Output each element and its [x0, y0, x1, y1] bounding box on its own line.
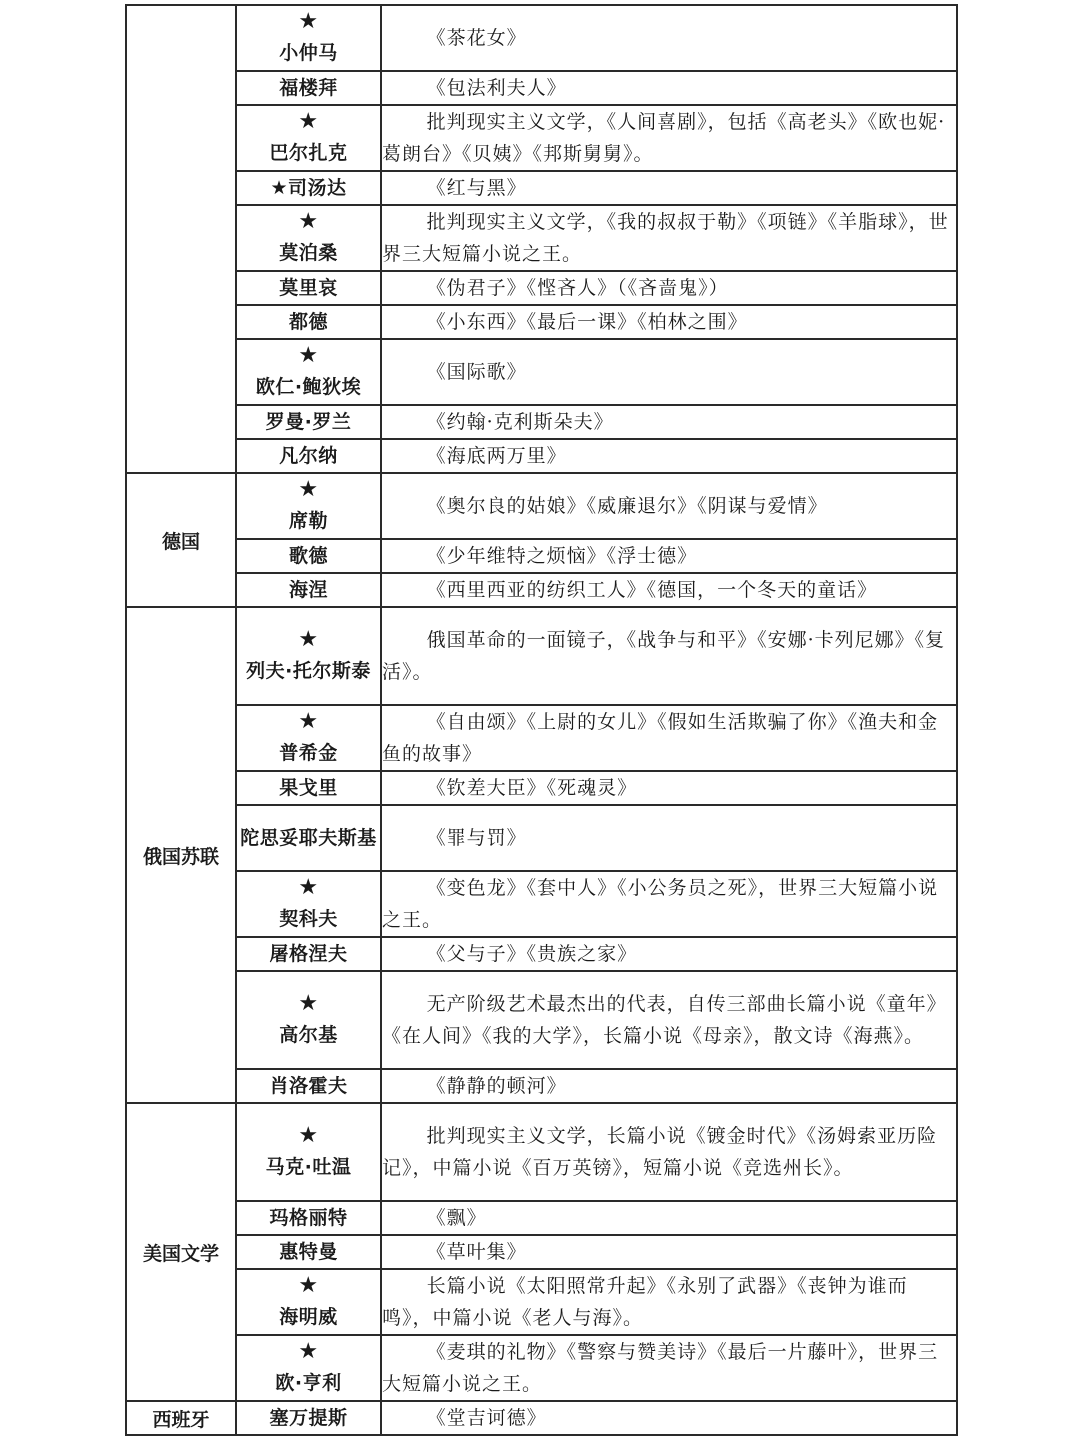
works-cell: 《奥尔良的姑娘》《威廉退尔》《阴谋与爱情》 [381, 473, 957, 539]
table-row [126, 971, 957, 1069]
table-row [126, 271, 957, 305]
works-cell: 《草叶集》 [381, 1235, 957, 1269]
author-cell [236, 607, 381, 705]
author-cell [236, 705, 381, 771]
author-cell [236, 305, 381, 339]
author-name: 列夫·托尔斯泰 [246, 660, 371, 682]
works-cell: 《小东西》《最后一课》《柏林之围》 [381, 305, 957, 339]
country-cell [126, 5, 236, 473]
works-cell: 《变色龙》《套中人》《小公务员之死》，世界三大短篇小说之王。 [381, 871, 957, 937]
country-cell: 德国 [126, 473, 236, 607]
table-row [126, 205, 957, 271]
star-icon: ★ [298, 477, 319, 502]
table-row [126, 539, 957, 573]
author-cell [236, 1069, 381, 1103]
author-name: 席勒 [288, 510, 328, 532]
author-cell [236, 871, 381, 937]
country-cell: 俄国苏联 [126, 607, 236, 1103]
author-name: ★司汤达 [270, 177, 347, 199]
author-name: 肖洛霍夫 [269, 1075, 348, 1097]
star-icon: ★ [298, 1273, 319, 1298]
table-row [126, 805, 957, 871]
author-cell [236, 171, 381, 205]
table-row [126, 1103, 957, 1201]
author-name: 福楼拜 [279, 77, 338, 99]
author-cell [236, 339, 381, 405]
star-icon: ★ [298, 343, 319, 368]
author-name: 小仲马 [279, 42, 338, 64]
author-name: 普希金 [279, 742, 338, 764]
author-cell [236, 473, 381, 539]
author-cell [236, 1269, 381, 1335]
author-name: 巴尔扎克 [269, 142, 348, 164]
works-cell: 俄国革命的一面镜子，《战争与和平》《安娜·卡列尼娜》《复活》。 [381, 607, 957, 705]
table-row [126, 607, 957, 705]
author-name: 罗曼·罗兰 [265, 411, 352, 433]
author-cell [236, 771, 381, 805]
author-name: 高尔基 [279, 1024, 338, 1046]
table-row [126, 1201, 957, 1235]
table-row [126, 5, 957, 71]
author-cell [236, 405, 381, 439]
author-cell [236, 539, 381, 573]
author-cell [236, 1235, 381, 1269]
author-cell [236, 1401, 381, 1435]
star-icon: ★ [298, 209, 319, 234]
table-row [126, 405, 957, 439]
author-name: 凡尔纳 [279, 445, 338, 467]
table-row [126, 871, 957, 937]
author-name: 马克·吐温 [265, 1156, 352, 1178]
table-row [126, 771, 957, 805]
works-cell: 批判现实主义文学，《我的叔叔于勒》《项链》《羊脂球》，世界三大短篇小说之王。 [381, 205, 957, 271]
author-cell [236, 105, 381, 171]
author-cell [236, 439, 381, 473]
author-cell [236, 573, 381, 607]
star-icon: ★ [298, 109, 319, 134]
works-cell: 《海底两万里》 [381, 439, 957, 473]
author-cell [236, 205, 381, 271]
works-cell: 《伪君子》《悭吝人》（《吝啬鬼》） [381, 271, 957, 305]
author-name: 屠格涅夫 [269, 943, 348, 965]
country-cell: 美国文学 [126, 1103, 236, 1401]
works-cell: 批判现实主义文学，长篇小说《镀金时代》《汤姆索亚历险记》，中篇小说《百万英镑》，短篇小说《竞选州长》。 [381, 1103, 957, 1201]
table-row [126, 171, 957, 205]
star-icon: ★ [298, 9, 319, 34]
works-cell: 《罪与罚》 [381, 805, 957, 871]
table-row [126, 339, 957, 405]
table-row [126, 473, 957, 539]
works-cell: 《堂吉诃德》 [381, 1401, 957, 1435]
table-row [126, 439, 957, 473]
works-cell: 长篇小说《太阳照常升起》《永别了武器》《丧钟为谁而鸣》，中篇小说《老人与海》。 [381, 1269, 957, 1335]
literature-table [125, 4, 958, 1436]
author-name: 陀思妥耶夫斯基 [240, 827, 377, 849]
works-cell: 《静静的顿河》 [381, 1069, 957, 1103]
table-row [126, 305, 957, 339]
author-cell [236, 1335, 381, 1401]
author-name: 欧仁·鲍狄埃 [255, 376, 362, 398]
star-icon: ★ [298, 1339, 319, 1364]
author-name: 契科夫 [279, 908, 338, 930]
author-name: 塞万提斯 [269, 1407, 348, 1429]
author-cell [236, 971, 381, 1069]
works-cell: 《包法利夫人》 [381, 71, 957, 105]
author-cell [236, 1103, 381, 1201]
star-icon: ★ [298, 1123, 319, 1148]
works-cell: 《约翰·克利斯朵夫》 [381, 405, 957, 439]
country-cell: 西班牙 [126, 1401, 236, 1435]
author-cell [236, 805, 381, 871]
table-row [126, 573, 957, 607]
works-cell: 《少年维特之烦恼》《浮士德》 [381, 539, 957, 573]
table-row [126, 1069, 957, 1103]
table-row [126, 1335, 957, 1401]
author-cell [236, 1201, 381, 1235]
author-cell [236, 937, 381, 971]
author-cell [236, 271, 381, 305]
works-cell: 《红与黑》 [381, 171, 957, 205]
author-name: 莫泊桑 [279, 242, 338, 264]
works-cell: 批判现实主义文学，《人间喜剧》，包括《高老头》《欧也妮·葛朗台》《贝姨》《邦斯舅舅》。 [381, 105, 957, 171]
author-name: 玛格丽特 [269, 1207, 348, 1229]
author-name: 果戈里 [279, 777, 338, 799]
works-cell: 《麦琪的礼物》《警察与赞美诗》《最后一片藤叶》，世界三大短篇小说之王。 [381, 1335, 957, 1401]
table-row [126, 1235, 957, 1269]
works-cell: 《父与子》《贵族之家》 [381, 937, 957, 971]
author-cell [236, 71, 381, 105]
table-row [126, 937, 957, 971]
table-row [126, 105, 957, 171]
works-cell: 《西里西亚的纺织工人》《德国，一个冬天的童话》 [381, 573, 957, 607]
works-cell: 无产阶级艺术最杰出的代表，自传三部曲长篇小说《童年》《在人间》《我的大学》，长篇小说《母亲》，散文诗《海燕》。 [381, 971, 957, 1069]
author-cell [236, 5, 381, 71]
author-name: 惠特曼 [279, 1241, 338, 1263]
table-row [126, 1401, 957, 1435]
author-name: 莫里哀 [279, 277, 338, 299]
star-icon: ★ [298, 991, 319, 1016]
star-icon: ★ [298, 627, 319, 652]
table-row [126, 705, 957, 771]
author-name: 欧·亨利 [275, 1372, 342, 1394]
works-cell: 《茶花女》 [381, 5, 957, 71]
star-icon: ★ [298, 709, 319, 734]
table-row [126, 1269, 957, 1335]
star-icon: ★ [298, 875, 319, 900]
works-cell: 《国际歌》 [381, 339, 957, 405]
table-row [126, 71, 957, 105]
author-name: 都德 [288, 311, 328, 333]
author-name: 歌德 [288, 545, 328, 567]
author-name: 海涅 [288, 579, 328, 601]
works-cell: 《钦差大臣》《死魂灵》 [381, 771, 957, 805]
works-cell: 《飘》 [381, 1201, 957, 1235]
works-cell: 《自由颂》《上尉的女儿》《假如生活欺骗了你》《渔夫和金鱼的故事》 [381, 705, 957, 771]
author-name: 海明威 [279, 1306, 338, 1328]
